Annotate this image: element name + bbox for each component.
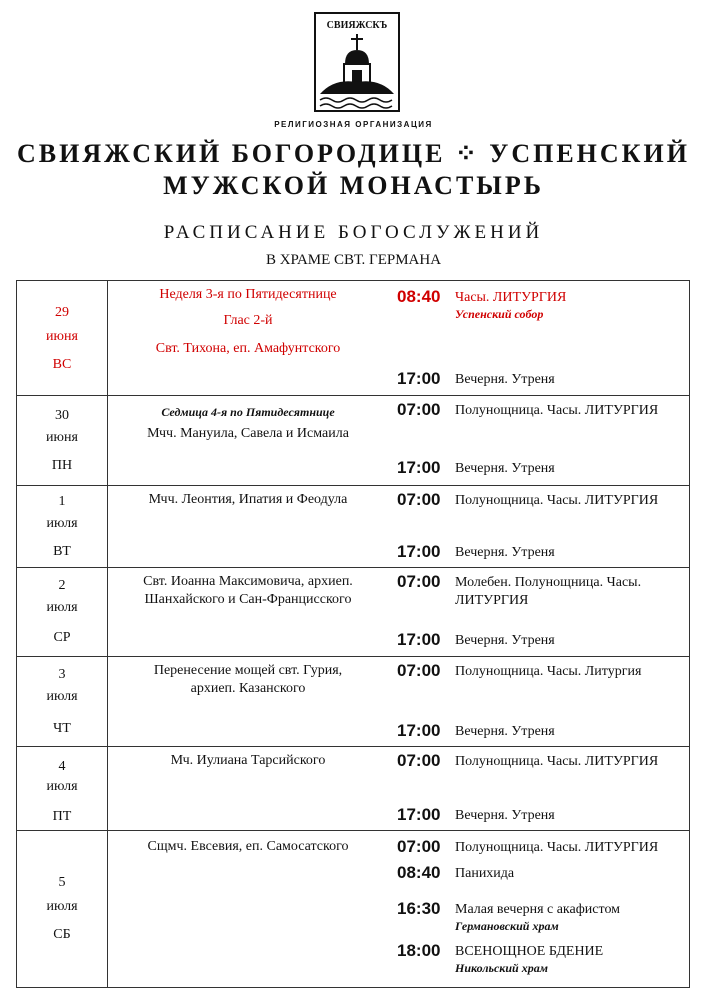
service-desc: Молебен. Полунощница. Часы.: [455, 575, 642, 590]
feast-cell: [108, 657, 388, 746]
service-desc: Полунощница. Часы. Литургия: [455, 664, 642, 679]
service-time: 08:40: [397, 863, 441, 882]
day-weekday: ПН: [51, 458, 73, 473]
service-desc: Полунощница. Часы. ЛИТУРГИЯ: [455, 840, 659, 855]
day-row: [17, 568, 689, 657]
date-cell: [17, 568, 108, 656]
date-cell: [17, 486, 108, 567]
day-month: июля: [46, 689, 78, 704]
date-cell: [17, 396, 108, 485]
service-location: Германовский храм: [455, 919, 559, 933]
day-row: [17, 396, 689, 486]
monastery-title-line2: МУЖСКОЙ МОНАСТЫРЬ: [163, 171, 544, 200]
service-desc-cont: ЛИТУРГИЯ: [455, 593, 529, 608]
service-desc: Вечерня. Утреня: [455, 724, 555, 739]
day-number: 2: [58, 578, 66, 593]
day-row: [17, 831, 689, 987]
day-number: 3: [58, 667, 66, 682]
service-desc: Вечерня. Утреня: [455, 633, 555, 648]
monastery-title-line1: СВИЯЖСКИЙ БОГОРОДИЦЕ ⁘ УСПЕНСКИЙ: [17, 139, 690, 168]
schedule-table: [16, 280, 690, 988]
monastery-logo: [314, 12, 400, 112]
day-month: июля: [46, 899, 78, 914]
day-number: 5: [58, 875, 66, 890]
day-number: 1: [58, 494, 66, 509]
day-month: июля: [46, 600, 78, 615]
day-row: [17, 281, 689, 396]
feast-line: Неделя 3-я по Пятидесятнице: [159, 287, 337, 302]
day-row: [17, 657, 689, 747]
day-weekday: СБ: [53, 927, 71, 942]
service-time: 07:00: [397, 490, 441, 509]
day-row: [17, 486, 689, 568]
service-time: 17:00: [397, 458, 441, 477]
day-weekday: ЧТ: [53, 721, 71, 736]
day-number: 29: [55, 305, 69, 320]
feast-line: Мчч. Леонтия, Ипатия и Феодула: [148, 492, 348, 507]
service-time: 07:00: [397, 837, 441, 856]
day-month: июля: [46, 779, 78, 794]
feast-cell: [108, 281, 388, 395]
day-number: 30: [55, 408, 69, 423]
feast-line: Шанхайского и Сан-Францисского: [144, 592, 352, 607]
schedule-title: РАСПИСАНИЕ БОГОСЛУЖЕНИЙ: [163, 222, 544, 243]
day-weekday: ПТ: [52, 809, 72, 824]
feast-line: Свт. Иоанна Максимовича, архиеп.: [143, 574, 353, 589]
service-desc: Малая вечерня с акафистом: [455, 902, 621, 917]
day-month: июня: [46, 329, 78, 344]
church-name: В ХРАМЕ СВТ. ГЕРМАНА: [265, 252, 442, 268]
service-time: 07:00: [397, 661, 441, 680]
service-desc: Полунощница. Часы. ЛИТУРГИЯ: [455, 403, 659, 418]
feast-line: Перенесение мощей свт. Гурия,: [153, 663, 343, 678]
service-desc: Полунощница. Часы. ЛИТУРГИЯ: [455, 493, 659, 508]
feast-line: Глас 2-й: [223, 313, 273, 328]
feast-line: Сщмч. Евсевия, еп. Самосатского: [147, 839, 349, 854]
feast-cell: [108, 486, 388, 567]
feast-line: архиеп. Казанского: [190, 681, 306, 696]
service-time: 17:00: [397, 369, 441, 388]
service-time: 16:30: [397, 899, 441, 918]
service-desc: Панихида: [455, 866, 515, 881]
date-cell: [17, 747, 108, 830]
day-weekday: ВТ: [53, 544, 71, 559]
feast-line: Свт. Тихона, еп. Амафунтского: [155, 341, 341, 356]
day-month: июля: [46, 516, 78, 531]
day-weekday: ВС: [52, 357, 72, 372]
date-cell: [17, 831, 108, 987]
date-cell: [17, 657, 108, 746]
day-weekday: СР: [53, 630, 71, 645]
service-time: 07:00: [397, 572, 441, 591]
service-desc: Полунощница. Часы. ЛИТУРГИЯ: [455, 754, 659, 769]
day-row: [17, 747, 689, 831]
service-desc: ВСЕНОЩНОЕ БДЕНИЕ: [455, 944, 604, 959]
org-label: РЕЛИГИОЗНАЯ ОРГАНИЗАЦИЯ: [274, 120, 433, 129]
service-time: 07:00: [397, 400, 441, 419]
service-desc: Часы. ЛИТУРГИЯ: [455, 290, 567, 305]
service-time: 18:00: [397, 941, 441, 960]
feast-cell: [108, 747, 388, 830]
service-time: 17:00: [397, 542, 441, 561]
svg-text:СВИЯЖСКЪ: СВИЯЖСКЪ: [326, 20, 388, 31]
service-time: 17:00: [397, 630, 441, 649]
service-location: Никольский храм: [455, 961, 548, 975]
service-desc: Вечерня. Утреня: [455, 545, 555, 560]
feast-cell: [108, 831, 388, 987]
service-time: 17:00: [397, 805, 441, 824]
day-month: июня: [46, 430, 78, 445]
service-desc: Вечерня. Утреня: [455, 808, 555, 823]
service-desc: Вечерня. Утреня: [455, 461, 555, 476]
feast-cell: [108, 568, 388, 656]
feast-line: Мчч. Мануила, Савела и Исмаила: [147, 426, 349, 441]
feast-line: Седмица 4-я по Пятидесятнице: [161, 405, 335, 419]
service-time: 08:40: [397, 287, 441, 306]
service-location: Успенский собор: [455, 307, 544, 321]
day-number: 4: [58, 759, 66, 774]
service-time: 07:00: [397, 751, 441, 770]
service-desc: Вечерня. Утреня: [455, 372, 555, 387]
service-time: 17:00: [397, 721, 441, 740]
date-cell: [17, 281, 108, 395]
feast-line: Мч. Иулиана Тарсийского: [170, 753, 326, 768]
feast-cell: [108, 396, 388, 485]
